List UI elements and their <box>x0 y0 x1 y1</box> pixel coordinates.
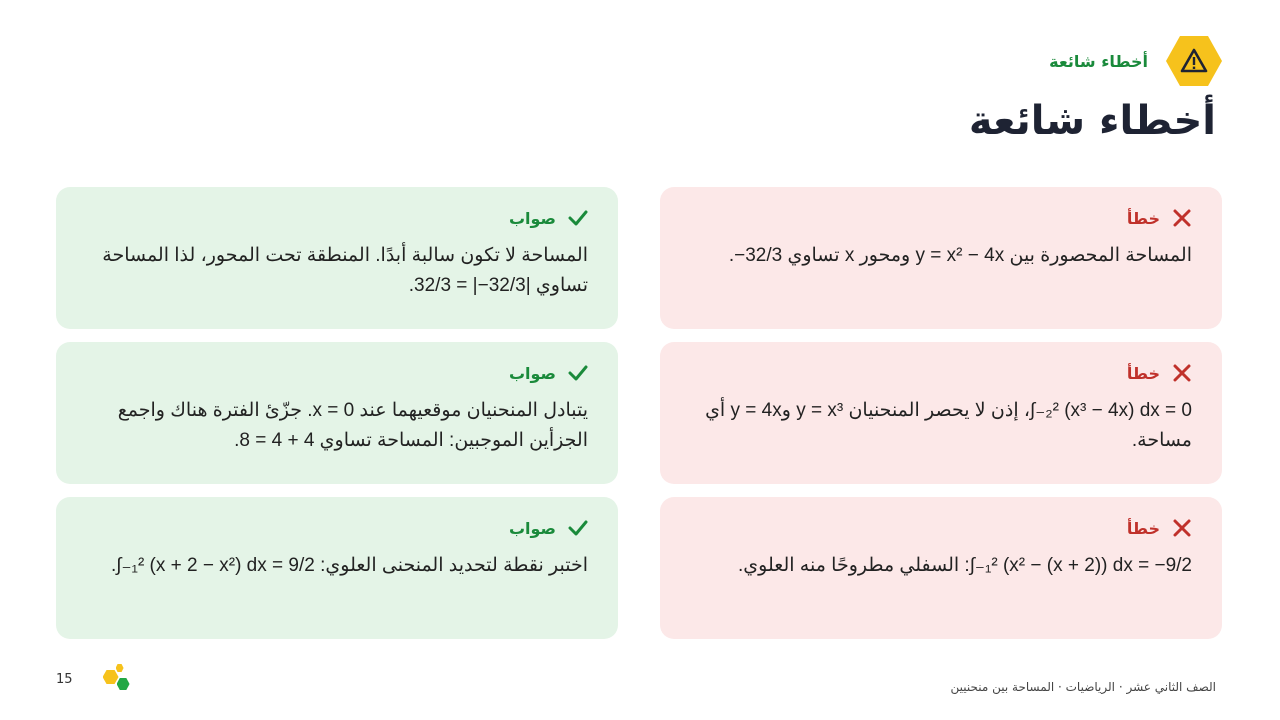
wrong-label: خطأ <box>1126 208 1160 228</box>
footer-breadcrumb: الصف الثاني عشر · الرياضيات · المساحة بين منحنيين <box>950 680 1216 694</box>
correction-text: اختبر نقطة لتحديد المنحنى العلوي: ‎∫₋₁² (x + 2 − x²) dx = 9/2‎. <box>111 555 588 576</box>
check-icon <box>568 518 588 538</box>
correction-card-3 <box>56 497 618 639</box>
right-label: صواب <box>508 363 556 383</box>
correction-text: المساحة لا تكون سالبة أبدًا. المنطقة تحت المحور، لذا المساحة تساوي ‎32/3 = |−32/3|‎. <box>102 245 588 296</box>
correction-card-2 <box>56 342 618 484</box>
mistake-text: ‎∫₋₁² (x² − (x + 2)) dx = −9/2‎: السفلي مطروحًا منه العلوي. <box>738 555 1192 576</box>
correction-text: يتبادل المنحنيان موقعيهما عند ‎x = 0‎. جزّئ الفترة هناك واجمع الجزأين الموجبين: المساحة تساوي ‎8 = 4 + 4‎. <box>117 400 588 451</box>
page-number: 15 <box>56 671 73 687</box>
cross-icon <box>1172 518 1192 538</box>
mistake-card-2 <box>660 342 1222 484</box>
correction-card-1 <box>56 187 618 329</box>
mistake-card-3 <box>660 497 1222 639</box>
wrong-label: خطأ <box>1126 518 1160 538</box>
mistake-text: المساحة المحصورة بين y = x² − 4x ومحور x تساوي ‎−32/3‎. <box>728 245 1192 266</box>
page-title: أخطاء شائعة <box>968 98 1216 144</box>
brand-logo <box>103 664 135 694</box>
wrong-label: خطأ <box>1126 363 1160 383</box>
footer-left <box>56 664 135 694</box>
check-icon <box>568 208 588 228</box>
warning-icon <box>1180 48 1208 74</box>
right-label: صواب <box>508 208 556 228</box>
cross-icon <box>1172 363 1192 383</box>
mistake-text: ‎∫₋₂² (x³ − 4x) dx = 0‎، إذن لا يحصر المنحنيان ‎y = x³‎ و‎y = 4x‎ أي مساحة. <box>705 400 1192 451</box>
mistake-card-1 <box>660 187 1222 329</box>
check-icon <box>568 363 588 383</box>
warning-badge <box>1166 36 1222 86</box>
right-label: صواب <box>508 518 556 538</box>
cross-icon <box>1172 208 1192 228</box>
section-label: أخطاء شائعة <box>1049 51 1148 71</box>
section-header <box>1049 36 1222 86</box>
